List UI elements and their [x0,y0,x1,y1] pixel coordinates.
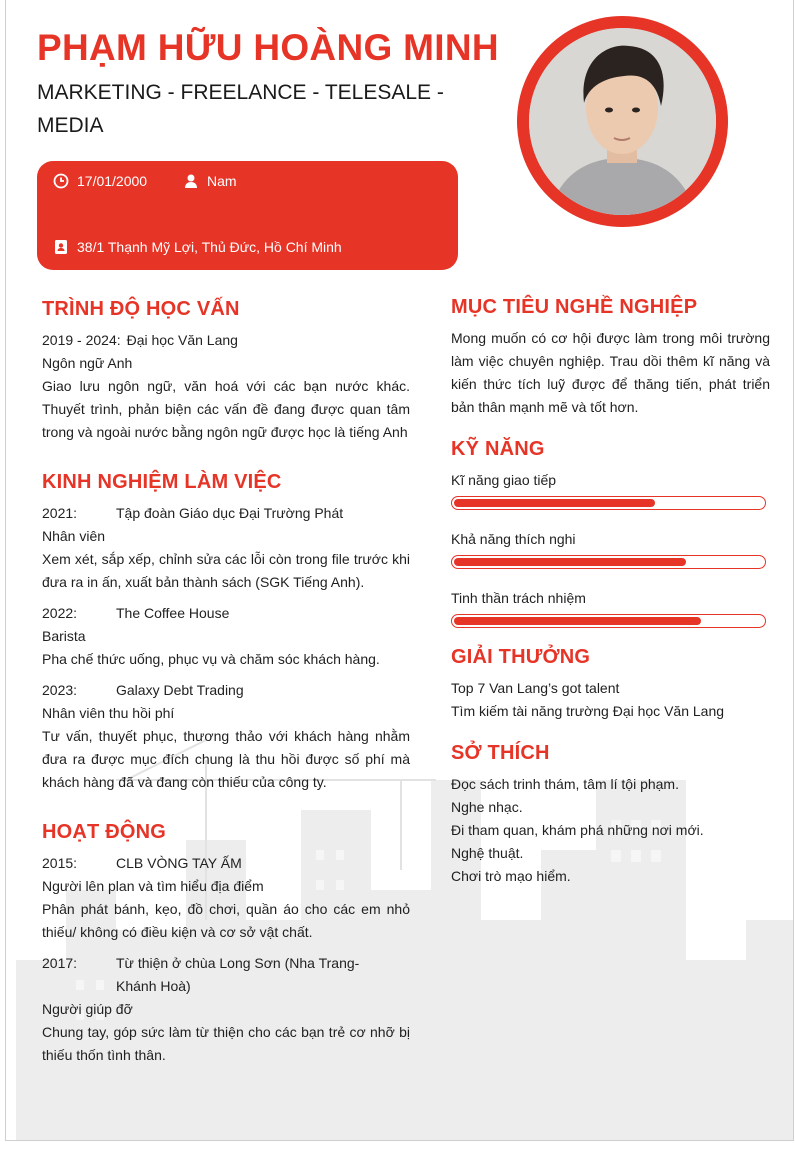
skill-label: Tinh thần trách nhiệm [451,590,586,606]
hobbies-section [451,742,770,888]
experience-title: KINH NGHIỆM LÀM VIỆC [42,471,282,493]
hobby-item: Nghệ thuật. [451,845,524,861]
skill-bar [451,496,766,510]
experience-company: The Coffee House [116,605,230,621]
experience-item [42,679,410,794]
activity-item [42,952,410,1067]
education-section [42,298,410,444]
gender-row [183,173,237,189]
skill-item [451,469,770,510]
experience-role: Nhân viên thu hồi phí [42,705,175,721]
avatar-frame [517,16,728,227]
job-title: MARKETING - FREELANCE - TELESALE - MEDIA [37,81,444,137]
skills-title: KỸ NĂNG [451,438,545,460]
hobbies-title: SỞ THÍCH [451,742,550,764]
profile-photo [529,28,716,215]
activity-role: Người lên plan và tìm hiểu địa điểm [42,878,264,894]
activity-description: Phân phát bánh, kẹo, đồ chơi, quần áo cho các em nhỏ thiếu/ không có điều kiện và cơ sở vật chất. [42,901,410,940]
skill-label: Khả năng thích nghi [451,531,576,547]
experience-year: 2021: [42,505,78,521]
award-item: Top 7 Van Lang’s got talent [451,680,620,696]
activities-section [42,821,410,1075]
skill-bar-fill [454,558,686,566]
objective-title: MỤC TIÊU NGHỀ NGHIỆP [451,296,698,318]
clock-icon [53,173,69,189]
activity-description: Chung tay, góp sức làm từ thiện cho các bạn trẻ cơ nhỡ bị thiếu thốn tình thân. [42,1024,410,1063]
skill-bar [451,555,766,569]
candidate-name: PHẠM HỮU HOÀNG MINH [37,27,499,68]
hobby-item: Nghe nhạc. [451,799,523,815]
hobby-item: Chơi trò mạo hiểm. [451,868,571,884]
experience-year: 2022: [42,605,78,621]
skills-section [451,438,770,646]
activity-org: CLB VÒNG TAY ẤM [116,855,242,871]
address-book-icon [53,239,69,255]
address: 38/1 Thạnh Mỹ Lợi, Thủ Đức, Hồ Chí Minh [77,239,342,255]
experience-year: 2023: [42,682,78,698]
address-row [53,239,342,255]
skill-label: Kĩ năng giao tiếp [451,472,557,488]
education-major: Ngôn ngữ Anh [42,355,133,371]
activity-item [42,852,410,944]
experience-section [42,471,410,802]
education-school: Đại học Văn Lang [126,332,238,348]
activity-year: 2015: [42,855,78,871]
experience-role: Nhân viên [42,528,106,544]
personal-info-box [37,161,458,270]
activities-title: HOẠT ĐỘNG [42,821,167,843]
experience-description: Tư vấn, thuyết phục, thương thảo với khách hàng nhằm đưa ra được mục đích chung là thu hồi được số phí mà khách hàng đã và đang còn thiếu của công ty. [42,728,410,790]
activity-org: Từ thiện ở chùa Long Sơn (Nha Trang- Khánh Hoà) [116,955,360,994]
birthdate: 17/01/2000 [77,173,148,189]
skill-bar-fill [454,499,655,507]
hobby-item: Đọc sách trinh thám, tâm lí tội phạm. [451,776,679,792]
skill-item [451,528,770,569]
hobby-item: Đi tham quan, khám phá những nơi mới. [451,822,704,838]
experience-company: Galaxy Debt Trading [116,682,244,698]
awards-title: GIẢI THƯỞNG [451,646,591,668]
experience-item [42,602,410,671]
resume-page [5,0,794,1141]
skill-bar [451,614,766,628]
avatar [529,28,716,215]
education-description: Giao lưu ngôn ngữ, văn hoá với các bạn nước khác. Thuyết trình, phản biện các vấn đề đang được quan tâm trong và ngoài nước bằng ngôn ngữ được học là tiếng Anh [42,378,410,440]
gender: Nam [207,173,237,189]
activity-year: 2017: [42,955,78,971]
user-icon [183,173,199,189]
education-row [42,329,410,352]
skill-item [451,587,770,628]
experience-role: Barista [42,628,86,644]
experience-description: Pha chế thức uống, phục vụ và chăm sóc khách hàng. [42,651,380,667]
birthdate-row [53,173,147,189]
objective-text: Mong muốn có cơ hội được làm trong môi trường làm việc chuyên nghiệp. Trau dồi thêm kĩ năng và kiến thức tích luỹ được để thăng tiến, phát triển bản thân mạnh mẽ và tốt hơn. [451,330,770,415]
education-title: TRÌNH ĐỘ HỌC VẤN [42,298,240,320]
experience-description: Xem xét, sắp xếp, chỉnh sửa các lỗi còn trong file trước khi đưa ra in ấn, xuất bản thành sách (SGK Tiếng Anh). [42,551,410,590]
awards-section [451,646,770,723]
experience-item [42,502,410,594]
objective-section [451,296,770,419]
skill-bar-fill [454,617,701,625]
award-item: Tìm kiếm tài năng trường Đại học Văn Lang [451,703,725,719]
education-period: 2019 - 2024: [42,332,121,348]
activity-role: Người giúp đỡ [42,1001,133,1017]
experience-company: Tập đoàn Giáo dục Đại Trường Phát [116,505,344,521]
